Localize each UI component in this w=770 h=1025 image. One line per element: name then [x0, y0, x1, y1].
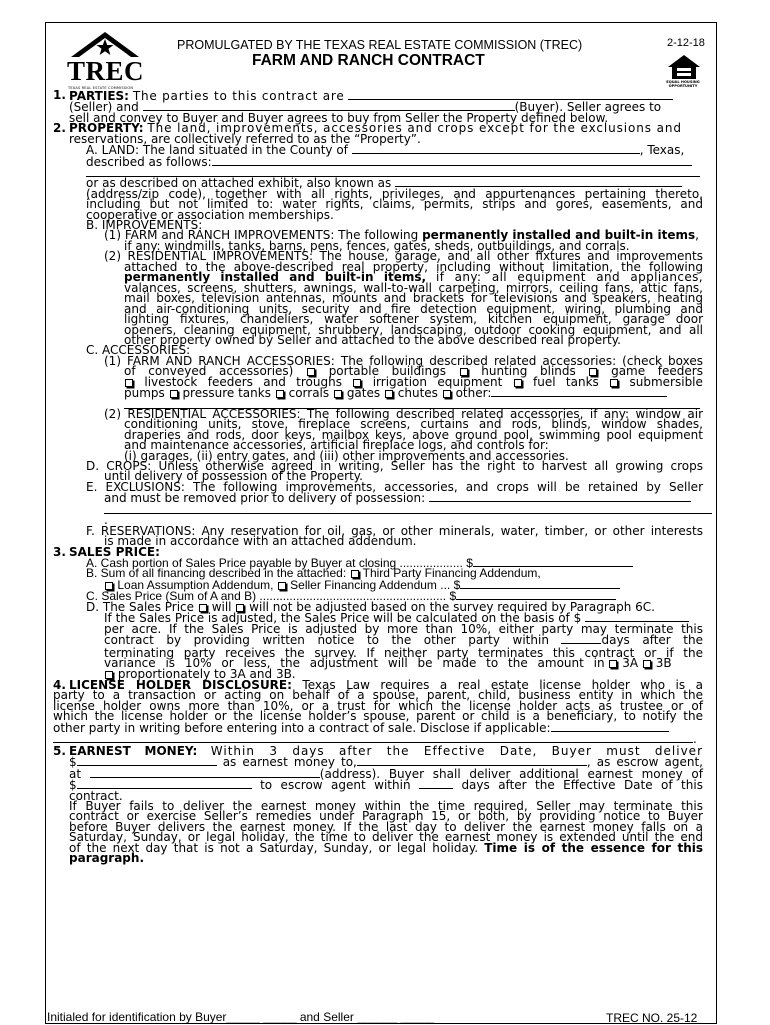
dollar-sign: $	[466, 556, 473, 571]
earnest-text-5: If Buyer fails to deliver the earnest money within the time required, Seller may terminate this	[69, 799, 703, 813]
farm-accessories-text: (1) FARM AND RANCH ACCESSORIES: The following described related accessories: (check boxes	[104, 353, 703, 368]
exclusions-field-2[interactable]	[104, 504, 712, 514]
accessories-heading: C. ACCESSORIES:	[86, 343, 191, 358]
earnest-text-8: Saturday, Sunday, or legal holiday, the time to deliver the earnest money is extended until the end	[69, 830, 703, 845]
dollar-sign: $	[69, 755, 77, 770]
land-text-3: cooperative or association memberships.	[86, 207, 334, 222]
land-text-1: (address/zip code), together with all rights, privileges, and appurtenances pertaining thereto,	[86, 186, 703, 201]
property-text: The land, improvements, accessories and crops except for the exclusions and	[147, 121, 682, 136]
as-escrow-agent-label: , as escrow agent,	[586, 755, 703, 770]
reservations-text-2: is made in accordance with an attached addendum.	[104, 534, 417, 549]
exclusions-field[interactable]	[429, 492, 691, 502]
dollar-sign: $	[449, 589, 457, 604]
residential-improvements-text: (2) RESIDENTIAL IMPROVEMENTS: The house, garage, and all other fixtures and improvements	[104, 249, 703, 264]
reservations-text: F. RESERVATIONS: Any reservation for oil, gas, or other minerals, water, timber, or other interests	[86, 523, 703, 538]
other-accessories-label: other:	[455, 386, 492, 401]
residential-improvements-text-6: and air-conditioning units, security and fire detection equipment, wiring, plumbing and	[124, 301, 703, 316]
escrow-agent-field[interactable]	[357, 756, 587, 766]
residential-accessories-text-5: (i) garages, (ii) entry gates, and (iii) other improvements and accessories.	[124, 448, 569, 463]
submersible-pumps-checkbox[interactable]	[610, 379, 618, 387]
gates-checkbox[interactable]	[334, 390, 342, 398]
section-earnest-money	[53, 743, 704, 866]
to-escrow-agent-text: to escrow agent within	[260, 778, 411, 793]
gates-label: gates	[346, 386, 381, 401]
section-number: 4.	[53, 678, 66, 693]
section-label: LICENSE HOLDER DISCLOSURE:	[69, 678, 292, 693]
land-county-label: A. LAND: The land situated in the County of	[86, 143, 348, 158]
exclusions-text: E. EXCLUSIONS: The following improvements, accessories, and crops will be retained by Seller	[86, 479, 703, 494]
section-number: 5.	[53, 743, 66, 758]
livestock-feeders-label: livestock feeders and troughs	[144, 374, 342, 389]
parties-field[interactable]	[348, 90, 673, 100]
residential-improvements-text-3: if any: all equipment and appliances,	[435, 270, 703, 285]
form-date: 2-12-18	[667, 37, 705, 49]
fuel-tanks-label: fuel tanks	[533, 374, 599, 389]
amount-3a-checkbox[interactable]	[609, 660, 617, 668]
earnest-text-6: contract or exercise Seller’s remedies under Paragraph 15, or both, by providing notice to Buyer	[69, 809, 703, 824]
trec-logo-text: TREC	[67, 56, 145, 86]
disclosure-field[interactable]	[551, 722, 669, 732]
form-number: TREC NO. 25-12	[606, 1011, 698, 1025]
section-property	[53, 121, 703, 549]
earnest-text: Within 3 days after the Effective Date, Buyer must deliver	[210, 743, 703, 758]
dollar-sign: $	[69, 778, 77, 793]
residential-accessories-text-4: and maintenance accessories, artificial fireplace logs, and controls for:	[124, 438, 549, 453]
irrigation-equipment-label: irrigation equipment	[372, 374, 503, 389]
corrals-checkbox[interactable]	[276, 390, 284, 398]
game-feeders-label: game feeders	[611, 364, 703, 379]
period-text: .	[693, 732, 697, 747]
land-text-2: including but not limited to: water rights, claims, permits, strips and gores, easements, and	[86, 197, 703, 212]
section-label: PROPERTY:	[69, 121, 144, 136]
residential-improvements-text-2: attached to the above-described real property, including without limitation, the following	[124, 259, 703, 274]
residential-improvements-bold: permanently installed and built-in items,	[124, 270, 427, 285]
earnest-money-to-label: as earnest money to,	[222, 755, 357, 770]
proportionately-label: proportionately to 3A and 3B.	[117, 666, 296, 681]
improvements-heading: B. IMPROVEMENTS:	[86, 217, 203, 232]
pumps-label: pumps	[124, 386, 165, 401]
section-number: 3.	[53, 544, 66, 559]
adjusted-price-text-3: per acre. If the Sales Price is adjusted by more than 10%, either party may terminate this	[104, 621, 703, 636]
corrals-label: corrals	[288, 386, 330, 401]
third-party-financing-label: Third Party Financing Addendum,	[362, 566, 541, 581]
fuel-tanks-checkbox[interactable]	[514, 379, 522, 387]
section-label: PARTIES:	[69, 89, 129, 103]
submersible-label: submersible	[629, 374, 703, 389]
license-text-5: other party in writing before entering into a contract of sale. Disclose if applicable:	[53, 720, 551, 735]
residential-accessories-text-3: draperies and rods, door keys, mailbox keys, above ground pool, swimming pool equipment	[124, 427, 703, 442]
period-text: .	[104, 513, 108, 528]
residential-improvements-text-4: valances, screens, shutters, awnings, wall-to-wall carpeting, mirrors, ceiling fans, attic fans,	[124, 280, 703, 295]
3a-label: 3A	[622, 656, 639, 671]
buyer-agrees-text: (Buyer). Seller agrees to	[514, 100, 662, 115]
texas-text: , Texas,	[639, 143, 685, 158]
farm-improvements-text-2: if any: windmills, tanks, barns, pens, fences, gates, sheds, outbuildings, and corrals.	[124, 238, 630, 253]
license-text-3: license holder owns more than 10%, or a trust for which the license holder acts as trustee or of	[53, 698, 703, 713]
residential-improvements-text-8: openers, cleaning equipment, shrubbery, landscaping, outdoor cooking equipment, and all	[124, 322, 703, 337]
pressure-tanks-label: pressure tanks	[182, 386, 271, 401]
hunting-blinds-label: hunting blinds	[481, 364, 576, 379]
crops-text: D. CROPS: Unless otherwise agreed in writing, Seller has the right to harvest all growing crops	[86, 458, 703, 473]
chutes-label: chutes	[397, 386, 438, 401]
license-text-4: which the license holder or the license holder’s spouse, parent or child is a beneficiary, to notify the	[53, 709, 703, 724]
at-label: at	[69, 766, 82, 781]
section-label: SALES PRICE:	[69, 544, 160, 559]
residential-accessories-text-2: conditioning units, stove, fireplace screens, curtains and rods, blinds, window shades,	[124, 417, 703, 432]
time-essence-bold: Time is of the essence for this	[484, 840, 704, 855]
trec-logo-subtext: TEXAS REAL ESTATE COMMISSION	[68, 86, 134, 90]
property-text-2: reservations, are collectively referred to as the “Property”.	[69, 131, 421, 146]
residential-improvements-text-5: mail boxes, television antennas, mounts and brackets for televisions and speakers, heating	[124, 291, 703, 306]
other-accessories-field[interactable]	[491, 387, 667, 397]
form-title: FARM AND RANCH CONTRACT	[252, 52, 485, 69]
residential-improvements-text-7: lighting fixtures, chandeliers, water softener system, kitchen equipment, garage door	[124, 312, 703, 327]
farm-improvements-bold: permanently installed and built-in items	[422, 228, 696, 243]
adjusted-price-text-5: terminating party receives the survey. If neither party terminates this contract or if the	[104, 645, 703, 660]
seller-buyer-field[interactable]	[143, 101, 515, 111]
parties-text-2: sell and convey to Buyer and Buyer agrees to buy from Seller the Property defined below.	[69, 110, 609, 125]
cash-portion-label: A. Cash portion of Sales Price payable by Buyer at closing ...................	[86, 556, 463, 571]
earnest-amount-field[interactable]	[77, 756, 217, 766]
price-per-acre-field[interactable]	[585, 612, 689, 622]
financing-label: B. Sum of all financing described in the attached:	[86, 566, 347, 581]
other-accessories-checkbox[interactable]	[443, 390, 451, 398]
initials-line[interactable]: Initialed for identification by Buyer_____ _____ and Seller ______ _____	[47, 1010, 434, 1024]
parties-text: The parties to this contract are	[132, 89, 345, 103]
additional-earnest-text: (address). Buyer shall deliver additional earnest money of	[319, 766, 703, 781]
sales-price-sum-label: C. Sales Price (Sum of A and B) ........................................................	[86, 589, 447, 604]
earnest-text-9: of the next day that is not a Saturday, Sunday, or legal holiday.	[69, 840, 479, 855]
section-number: 1.	[53, 88, 66, 102]
residential-improvements-text-9: other property owned by Seller and attached to the above described real property.	[124, 332, 621, 347]
termination-days-field[interactable]	[561, 634, 601, 644]
section-sales-price	[53, 544, 703, 681]
conveyed-accessories-text: of conveyed accessories)	[124, 364, 294, 379]
also-known-as-label: or as described on attached exhibit, also known as	[86, 176, 392, 191]
contract-body	[53, 90, 703, 864]
adjusted-price-text: D. The Sales Price	[86, 599, 195, 614]
county-field[interactable]	[352, 144, 640, 154]
comma-text: ,	[695, 228, 699, 243]
seller-label: (Seller) and	[69, 100, 139, 115]
dollar-sign: $	[453, 577, 461, 592]
escrow-address-field[interactable]	[90, 768, 320, 778]
will-label: will	[211, 599, 232, 614]
farm-improvements-text: (1) FARM and RANCH IMPROVEMENTS: The following	[104, 228, 419, 243]
adjusted-price-text-4: contract by providing written notice to the other party within	[104, 633, 549, 648]
address-field[interactable]	[395, 177, 682, 187]
seller-financing-label: Seller Financing Addendum ...	[290, 577, 451, 592]
days-after-effective-text: days after the Effective Date of this contract.	[69, 778, 703, 803]
section-label: EARNEST MONEY:	[69, 743, 198, 758]
paragraph-bold: paragraph.	[69, 851, 144, 866]
disclosure-field-2[interactable]	[53, 733, 693, 743]
adjusted-price-text-6: variance is 10% or less, the adjustment will be made to the amount in	[104, 656, 605, 671]
adjusted-price-text-2: If the Sales Price is adjusted, the Sales Price will be calculated on the basis of $	[104, 611, 582, 626]
promulgated-line: PROMULGATED BY THE TEXAS REAL ESTATE COMMISSION (TREC)	[177, 38, 583, 52]
chutes-checkbox[interactable]	[385, 390, 393, 398]
will-not-label: will not be adjusted based on the survey required by Paragraph 6C.	[249, 599, 655, 614]
additional-days-field[interactable]	[419, 779, 453, 789]
loan-assumption-label: Loan Assumption Addendum,	[117, 577, 274, 592]
described-as-label: described as follows:	[86, 154, 212, 169]
residential-accessories-text: (2) RESIDENTIAL ACCESSORIES: The following described related accessories, if any: window air	[104, 406, 703, 421]
section-license-disclosure	[53, 680, 703, 745]
portable-buildings-label: portable buildings	[328, 364, 446, 379]
amount-3b-checkbox[interactable]	[643, 660, 651, 668]
section-parties	[53, 90, 703, 123]
earnest-text-7: before Buyer delivers the earnest money. If the last day to deliver the earnest money falls on a	[69, 819, 703, 834]
financing-field[interactable]	[460, 579, 620, 589]
pressure-tanks-checkbox[interactable]	[170, 390, 178, 398]
section-number: 2.	[53, 121, 66, 136]
crops-text-2: until delivery of possession of the Property.	[104, 469, 363, 484]
days-after-text: days after the	[601, 633, 703, 648]
3b-label: 3B	[655, 656, 672, 671]
license-text-2: party to a transaction or acting on behalf of a spouse, parent, child, business entity in which the	[53, 688, 703, 703]
equal-housing-text: EQUAL HOUSING OPPORTUNITY	[666, 80, 700, 88]
license-text: Texas Law requires a real estate license holder who is a	[302, 678, 703, 693]
exclusions-text-2: and must be removed prior to delivery of possession:	[104, 491, 426, 506]
description-field[interactable]	[212, 156, 692, 166]
